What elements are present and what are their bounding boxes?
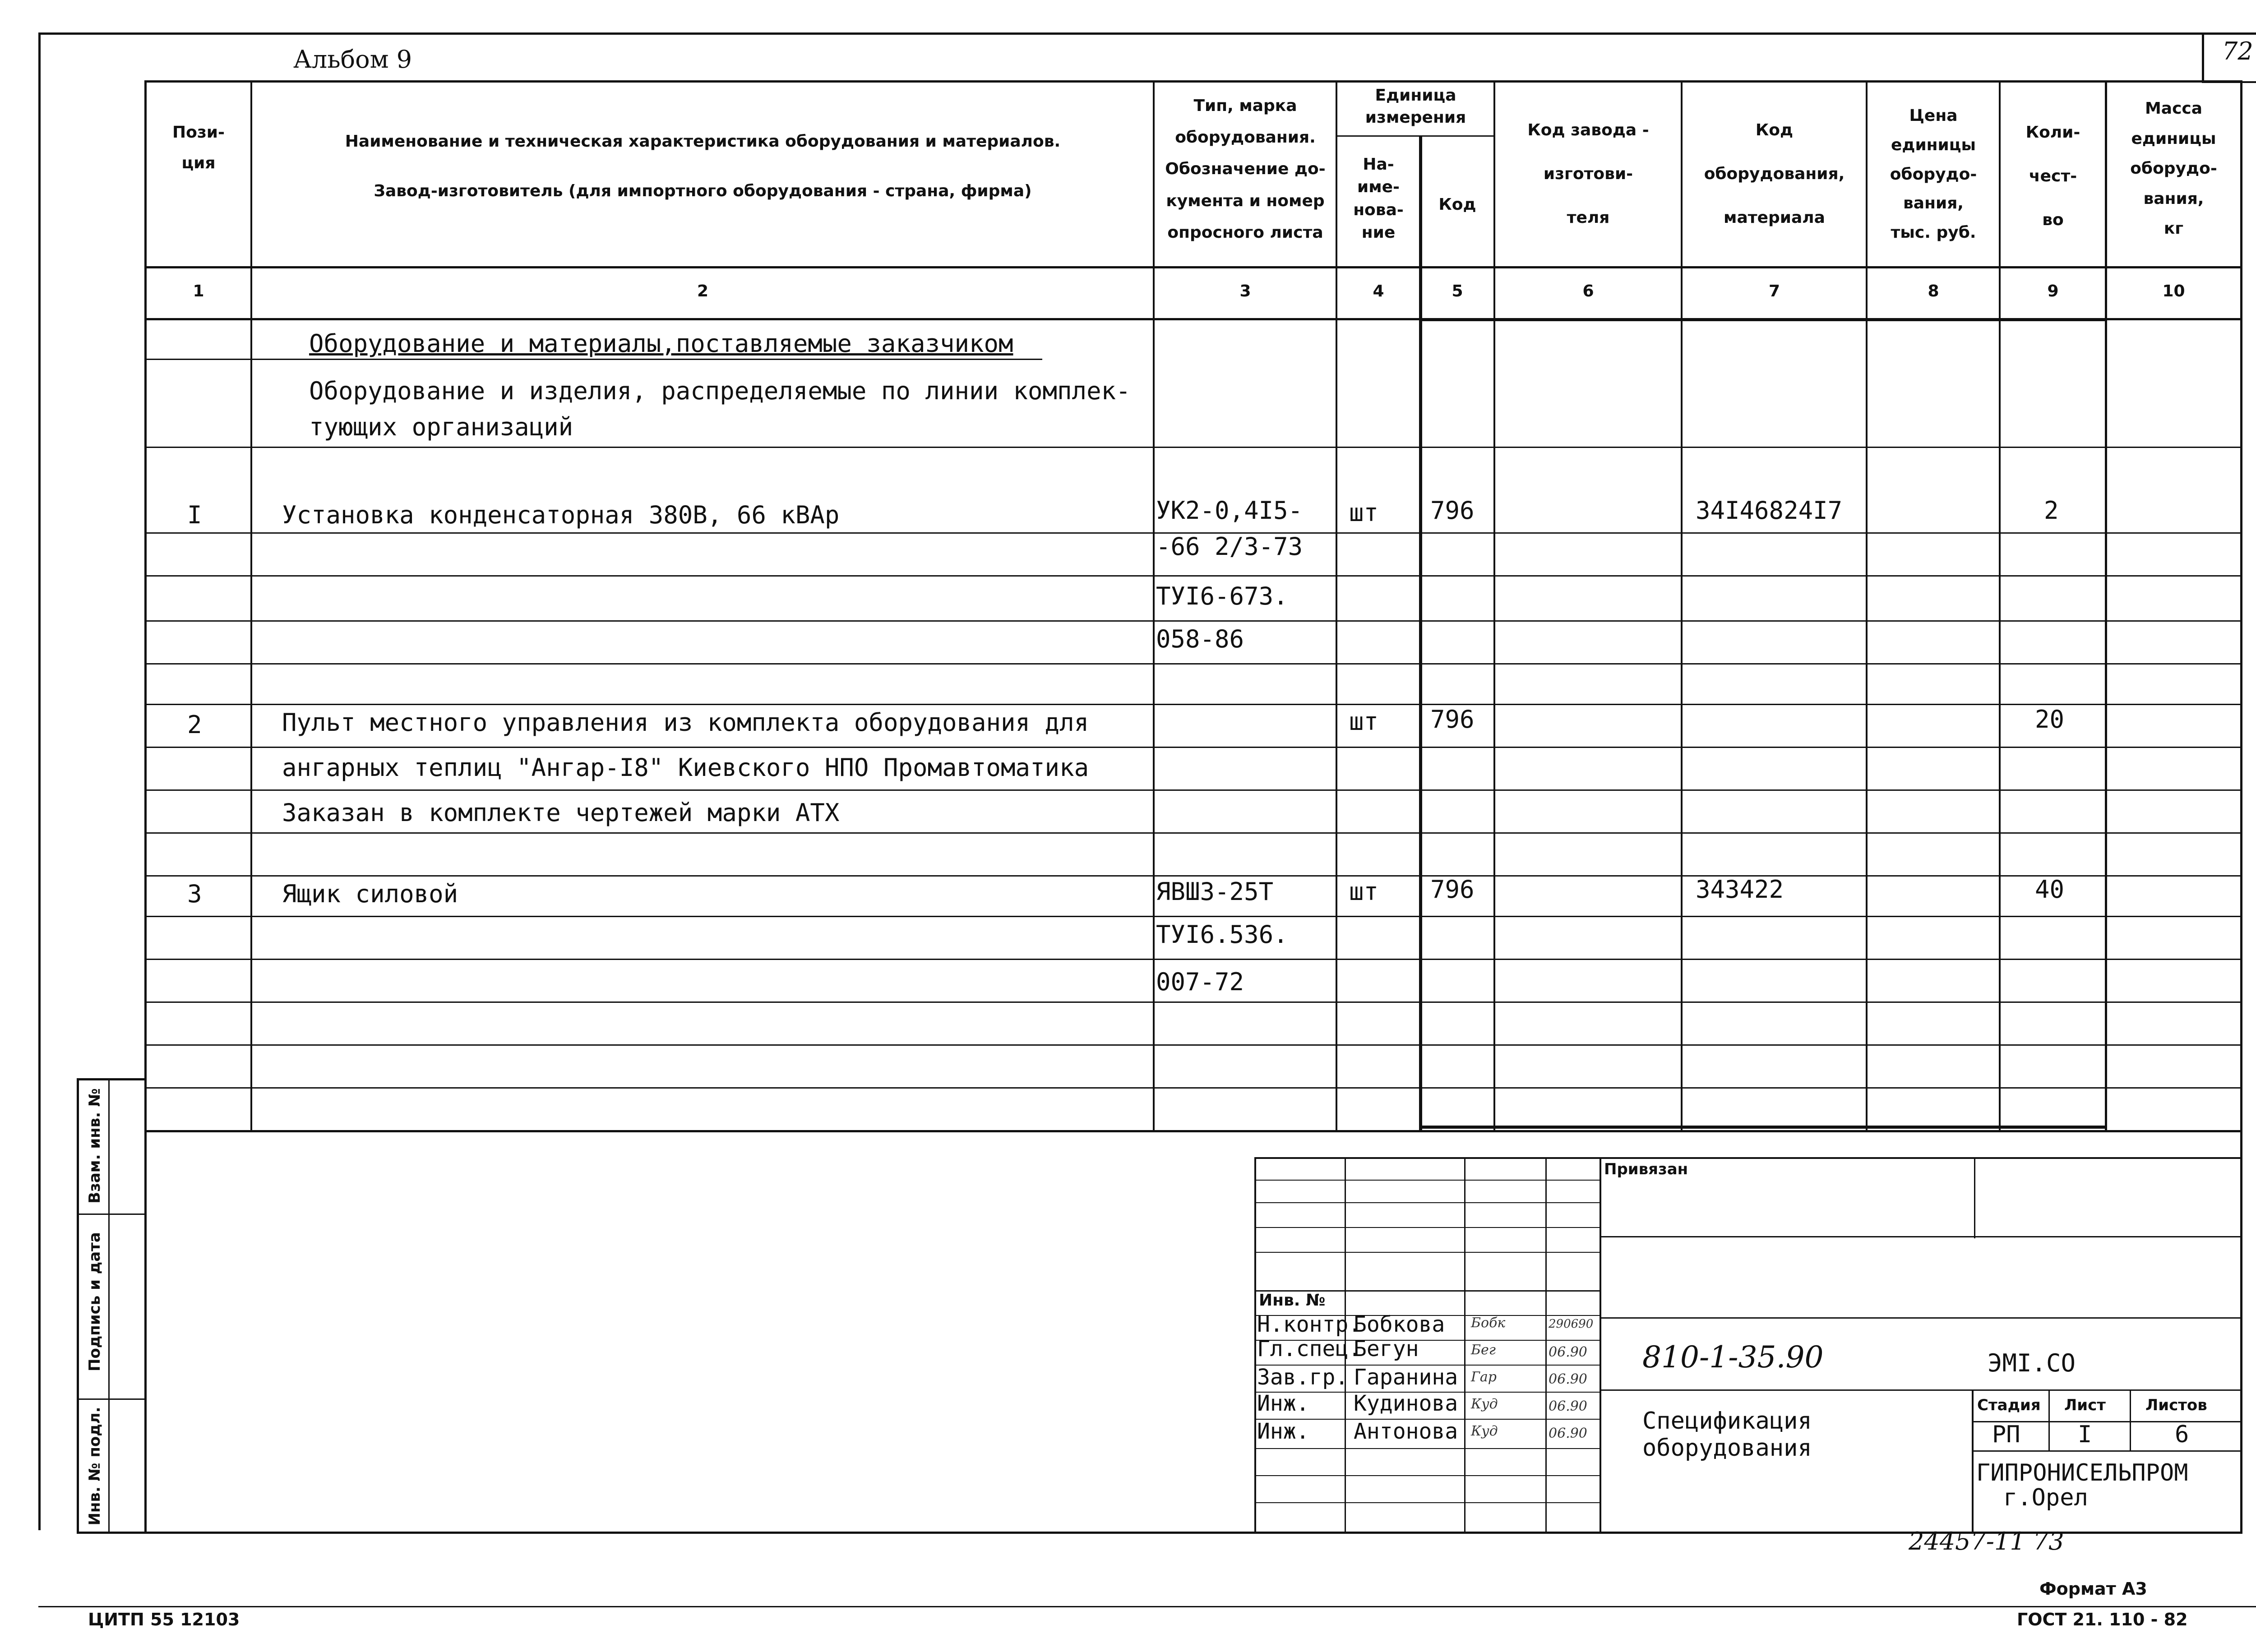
role-3: Зав.гр.	[1257, 1365, 1349, 1390]
item-3-quantity: 40	[2035, 875, 2065, 904]
name-1: Бобкова	[1354, 1312, 1445, 1337]
side-stamp-replacement: Взам. инв. №	[86, 1088, 104, 1204]
header-equip-code: Код оборудования, материала	[1704, 121, 1845, 227]
section-subtitle-line1: Оборудование и изделия, распределяемые по линии комплек-	[309, 377, 1131, 405]
item-3-name: Ящик силовой	[282, 880, 458, 908]
header-unit-name: На- име- нова- ние	[1353, 155, 1404, 242]
col-num-10: 10	[2162, 282, 2185, 300]
sheet-number: 72	[2222, 37, 2253, 65]
item-1-type-3: ТУI6-673.	[1156, 582, 1288, 610]
item-2-name-2: ангарных теплиц "Ангар-I8" Киевского НПО Промавтоматика	[282, 753, 1089, 782]
stage-value: РП	[1992, 1421, 2020, 1448]
section-subtitle-line2: тующих организаций	[309, 413, 573, 441]
header-position: Пози- ция	[172, 123, 225, 173]
item-3-type-1: ЯВШ3-25Т	[1156, 877, 1274, 906]
header-type: Тип, марка оборудования. Обозначение до- кумента и номер опросного листа	[1165, 97, 1326, 242]
item-3-unit-code: 796	[1430, 875, 1475, 904]
header-unit-code: Код	[1438, 195, 1476, 214]
header-mass: Масса единицы оборудо- вания, кг	[2130, 99, 2217, 238]
footer-right: ГОСТ 21. 110 - 82	[2017, 1610, 2188, 1629]
item-1-unit: шт	[1349, 498, 1379, 527]
frame-top	[38, 32, 2256, 35]
signature-3: Гар	[1471, 1369, 1497, 1385]
item-2-position: 2	[187, 711, 202, 739]
col-num-5: 5	[1452, 282, 1463, 300]
album-label: Альбом 9	[293, 45, 412, 74]
item-1-type-4: 058-86	[1156, 625, 1244, 653]
name-2: Бегун	[1354, 1336, 1419, 1361]
role-5: Инж.	[1257, 1419, 1309, 1444]
role-2: Гл.спец.	[1257, 1336, 1362, 1361]
item-1-quantity: 2	[2044, 496, 2059, 525]
document-title-line2: оборудования	[1642, 1435, 1812, 1462]
header-quantity: Коли- чест- во	[2025, 123, 2080, 230]
side-stamp-inventory: Инв. № подл.	[86, 1407, 104, 1526]
format-label: Формат А3	[2039, 1579, 2147, 1599]
role-4: Инж.	[1257, 1391, 1309, 1416]
attached-label: Привязан	[1604, 1160, 1688, 1178]
document-title-line1: Спецификация	[1642, 1407, 1812, 1435]
col-num-3: 3	[1239, 282, 1251, 300]
footer-left: ЦИТП 55 12103	[88, 1610, 240, 1629]
header-price: Цена единицы оборудо- вания, тыс. руб.	[1890, 106, 1977, 242]
item-2-unit-code: 796	[1430, 705, 1475, 734]
section-title: Оборудование и материалы,поставляемые заказчиком	[309, 329, 1013, 358]
item-3-type-2: ТУI6.536.	[1156, 920, 1288, 949]
header-factory-code: Код завода - изготови- теля	[1527, 121, 1649, 227]
col-num-1: 1	[193, 282, 204, 300]
col-num-8: 8	[1928, 282, 1939, 300]
col-num-4: 4	[1373, 282, 1384, 300]
role-1: Н.контр.	[1257, 1312, 1362, 1337]
organization-name: ГИПРОНИСЕЛЬПРОМ	[1976, 1459, 2188, 1486]
archive-number: 24457-11 73	[1909, 1527, 2064, 1555]
date-1: 290690	[1549, 1317, 1594, 1331]
inventory-number-label: Инв. №	[1259, 1291, 1326, 1310]
signature-5: Куд	[1471, 1423, 1498, 1439]
name-3: Гаранина	[1354, 1365, 1458, 1390]
date-2: 06.90	[1549, 1344, 1587, 1360]
col-num-2: 2	[697, 282, 709, 300]
name-5: Антонова	[1354, 1419, 1458, 1444]
item-3-unit: шт	[1349, 877, 1379, 906]
frame-left	[38, 32, 41, 1530]
item-3-equip-code: 343422	[1696, 875, 1784, 904]
date-4: 06.90	[1549, 1398, 1587, 1414]
signature-4: Куд	[1471, 1396, 1498, 1412]
document-code: ЭМI.СО	[1988, 1349, 2076, 1377]
sheet-value: I	[2078, 1421, 2092, 1448]
col-num-9: 9	[2047, 282, 2059, 300]
col-num-7: 7	[1768, 282, 1780, 300]
item-1-name: Установка конденсаторная 380В, 66 кВАр	[282, 501, 840, 529]
stage-label: Стадия	[1977, 1396, 2041, 1414]
header-name-line2: Завод-изготовитель (для импортного оборудования - страна, фирма)	[374, 182, 1032, 200]
header-unit-group: Единица измерения	[1365, 86, 1466, 127]
item-1-type-1: УК2-0,4I5-	[1156, 496, 1303, 525]
organization-city: г.Орел	[2003, 1484, 2088, 1511]
table-top	[144, 80, 2242, 83]
date-3: 06.90	[1549, 1371, 1587, 1387]
item-1-equip-code: 34I46824I7	[1696, 496, 1843, 525]
sheet-label: Лист	[2064, 1396, 2106, 1414]
col-num-6: 6	[1582, 282, 1594, 300]
item-1-position: I	[187, 501, 202, 529]
sheets-value: 6	[2175, 1421, 2189, 1448]
footer-line	[38, 1606, 2256, 1607]
item-1-unit-code: 796	[1430, 496, 1475, 525]
side-stamp-signature: Подпись и дата	[86, 1232, 104, 1371]
name-4: Кудинова	[1354, 1391, 1458, 1416]
document-number: 810-1-35.90	[1642, 1340, 1824, 1375]
item-2-name-1: Пульт местного управления из комплекта оборудования для	[282, 708, 1089, 737]
item-3-type-3: 007-72	[1156, 968, 1244, 996]
sheets-label: Листов	[2145, 1396, 2207, 1414]
item-2-quantity: 20	[2035, 705, 2065, 734]
header-name-line1: Наименование и техническая характеристика оборудования и материалов.	[345, 132, 1061, 151]
item-3-position: 3	[187, 880, 202, 908]
item-2-unit: шт	[1349, 707, 1379, 736]
item-1-type-2: -66 2/3-73	[1156, 532, 1303, 561]
signature-2: Бег	[1471, 1342, 1496, 1358]
item-2-name-3: Заказан в комплекте чертежей марки АТХ	[282, 798, 840, 827]
signature-1: Бобк	[1471, 1315, 1506, 1331]
date-5: 06.90	[1549, 1426, 1587, 1441]
